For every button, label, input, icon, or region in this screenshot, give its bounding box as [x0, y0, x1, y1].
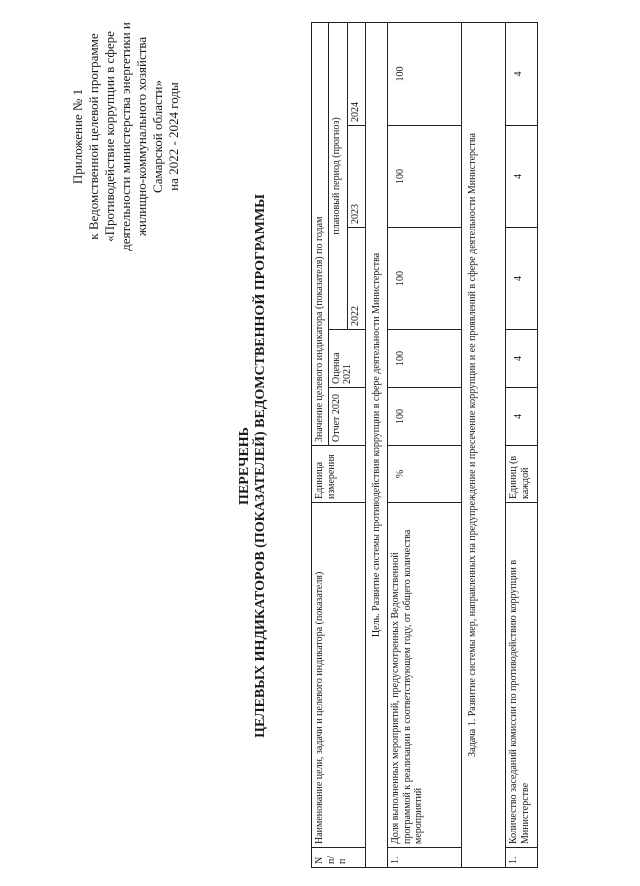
header-values: Значение целевого индикатора (показателя) по годам — [312, 22, 329, 445]
row-value-2021: 100 — [388, 330, 462, 388]
row-value-2024: 4 — [506, 22, 538, 125]
row-unit: Единиц (в каждой — [506, 446, 538, 503]
appendix-line: Самарской области» — [150, 80, 165, 193]
row-value-2023: 100 — [388, 126, 462, 228]
header-report: Отчет 2020 — [328, 388, 365, 446]
header-planned: плановый период (прогноз) — [328, 22, 347, 329]
row-value-2023: 4 — [506, 126, 538, 228]
indicators-table — [311, 22, 538, 868]
row-value-2024: 100 — [388, 22, 462, 125]
task-row: Задача 1. Развитие системы мер, направленных на предупреждение и пресечение коррупции и ее проявлений в сфере деятельности Министерства — [462, 22, 506, 867]
row-value-2021: 4 — [506, 330, 538, 388]
appendix-line: «Противодействие коррупции в сфере — [102, 31, 117, 242]
appendix-line: жилищно-коммунального хозяйства — [134, 36, 149, 237]
row-value-2020: 4 — [506, 388, 538, 446]
row-value-2022: 4 — [506, 228, 538, 330]
appendix-line: Приложение № 1 — [70, 88, 85, 185]
row-number: 1. — [388, 848, 462, 868]
header-year-2023: 2023 — [347, 126, 365, 228]
row-value-2022: 100 — [388, 228, 462, 330]
row-indicator-name: Количество заседаний комиссии по противодействию коррупции в Министерстве — [506, 503, 538, 848]
header-year-2022: 2022 — [347, 228, 365, 330]
appendix-line: деятельности министерства энергетики и — [118, 22, 133, 251]
appendix-header — [70, 19, 182, 254]
header-num: N п/п — [312, 848, 366, 868]
row-indicator-name: Доля выполненных мероприятий, предусмотренных Ведомственной программой к реализации в соответствующем году, от общего количества мероприятий — [388, 503, 462, 848]
row-number: 1. — [506, 848, 538, 868]
appendix-line: на 2022 - 2024 годы — [166, 82, 181, 191]
title-line-1: ПЕРЕЧЕНЬ — [237, 427, 252, 505]
document-title — [237, 146, 269, 786]
row-value-2020: 100 — [388, 388, 462, 446]
header-estimate: Оценка 2021 — [328, 330, 365, 388]
appendix-line: к Ведомственной целевой программе — [86, 33, 101, 240]
header-year-2024: 2024 — [347, 22, 365, 125]
header-unit: Единица измерения — [312, 446, 366, 503]
goal-row: Цель. Развитие системы противодействия коррупции в сфере деятельности Министерства — [365, 22, 388, 867]
header-name: Наименование цели, задачи и целевого индикатора (показателя) — [312, 503, 366, 848]
row-unit: % — [388, 446, 462, 503]
title-line-2: ЦЕЛЕВЫХ ИНДИКАТОРОВ (ПОКАЗАТЕЛЕЙ) ВЕДОМСТВЕННОЙ ПРОГРАММЫ — [253, 194, 268, 738]
